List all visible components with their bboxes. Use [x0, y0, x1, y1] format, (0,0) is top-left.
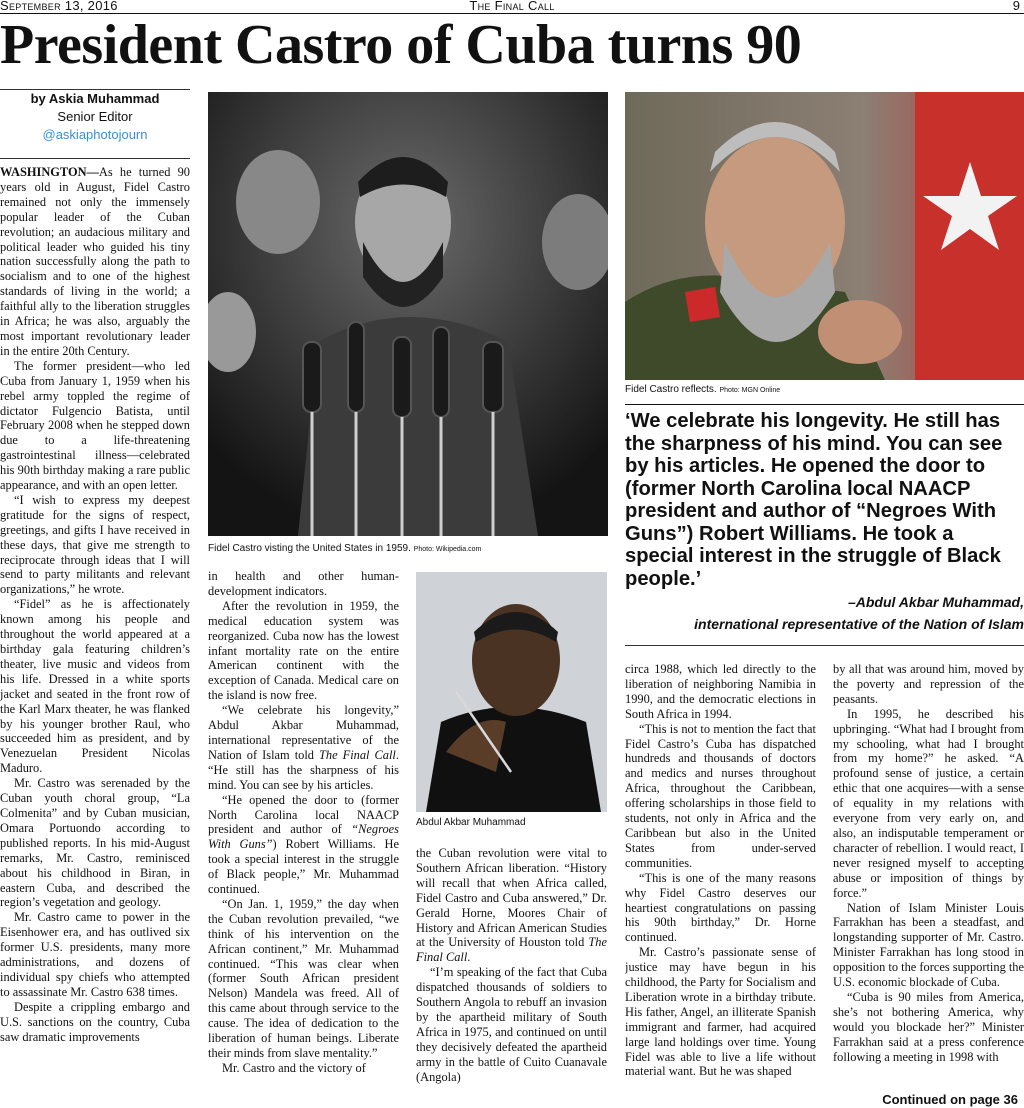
paragraph: “On Jan. 1, 1959,” the day when the Cuban revolution prevailed, “we think of his intervention on the African continent,” Mr. Muhammad continued. “This was clear when (former South African president Nelson) Mandela was freed. All of this came about through service to the cause. The idea of dedication to the liberation of human beings. Liberate their minds from slave mentality.” [208, 896, 399, 1060]
article-column-3 [416, 846, 607, 1108]
byline-rule-bottom [0, 158, 190, 159]
paragraph: Despite a crippling embargo and U.S. sanctions on the country, Cuba saw dramatic improvements [0, 999, 190, 1044]
paragraph: Mr. Castro and the victory of [222, 1060, 366, 1075]
paragraph: “Cuba is 90 miles from America, she’s not bothering America, why would you blockade her?” Minister Farrakhan said at a press conference following a meeting in 1998 with [833, 989, 1024, 1064]
article-column-2 [208, 569, 399, 1108]
paragraph: circa 1988, which led directly to the liberation of neighboring Namibia in 1990, and the democratic elections in South Africa in 1994. [625, 662, 816, 721]
byline [0, 90, 190, 144]
paper-name: The Final Call [469, 0, 555, 13]
article-column-1 [0, 165, 190, 1105]
paragraph: The former president—who led Cuba from January 1, 1959 when his rebel army toppled the regime of dictator Fulgencio Batista, until February 2008 when he stepped down due to a life-threatening gastrointestinal illness—celebrated his 90th birthday making a rare public appearance, and with an open letter. [0, 358, 190, 493]
abdul-akbar-caption: Abdul Akbar Muhammad [416, 817, 526, 828]
paragraph: As he turned 90 years old in August, Fidel Castro remained not only the immensely popular leader of the Cuban revolution; an audacious military and political leader who guided his tiny nation successfully along the path to socialism and to one of the highest standards of living in the world; a faithful ally to the liberation struggles in Africa; he was also, arguably the most important revolutionary leader in the entire 20th Century. [0, 165, 190, 358]
paragraph: “This is not to mention the fact that Fidel Castro’s Cuba has dispatched hundreds and thousands of doctors and medics and nurses throughout Africa, throughout the Caribbean, offering scholarships in those field to students, not only in Africa and the Caribbean but also in the United States from under-served communities. [625, 721, 816, 870]
article-column-5 [833, 662, 1024, 1094]
castro-portrait-photo-art [625, 92, 1024, 380]
pullquote-rule-top [625, 404, 1024, 405]
abdul-akbar-photo-art [416, 572, 607, 812]
castro-1959-photo-art [208, 92, 608, 536]
paragraph: “I wish to express my deepest gratitude for the signs of respect, greetings, and gifts I have received in these days, that give me strength to reciprocate through ideas that I will send to party militants and relevant organizations,” he wrote. [0, 492, 190, 597]
castro-1959-caption [208, 543, 608, 556]
castro-1959-photo [208, 92, 608, 536]
paragraph: Mr. Castro came to power in the Eisenhower era, and has outlived six former U.S. presidents, many more administrations, and dozens of individual spy chiefs who attempted to assassinate Mr. Castro 638 times. [0, 910, 190, 999]
paragraph: Mr. Castro was serenaded by the Cuban youth choral group, “La Colmenita” and by Cuban musician, Omara Portuondo according to published reports. In his mid-August remarks, Mr. Castro, reminisced about his childhood in Biran, in eastern Cuba, and described the region’s vegetation and geology. [0, 776, 190, 910]
photo-credit: Photo: MGN Online [719, 387, 781, 394]
byline-author: by Askia Muhammad [30, 91, 160, 106]
paragraph: “Fidel” as he is affectionately known among his people and throughout the world appeared at a birthday gala featuring children’s theater, live music and videos from his life. Dressed in a white sports jacket and seated in the front row of the Karl Marx theater, he was flanked by his younger brother Raul, who succeeded him as president, and by Venezuelan President Nicolas Maduro. [0, 597, 190, 776]
continued-on-page[interactable]: Continued on page 36 [882, 1092, 1018, 1107]
castro-portrait-photo [625, 92, 1024, 380]
pullquote-rule-bottom [625, 645, 1024, 646]
paragraph: Mr. Castro’s passionate sense of justice may have begun in his childhood, the Party for Socialism and Liberation wrote in a birthday tribute. His father, Angel, an illiterate Spanish immigrant and farmer, had acquired large land holdings over time. Young Fidel was able to live a life without material want. But he was shaped [625, 945, 816, 1079]
abdul-akbar-muhammad-photo [416, 572, 607, 812]
headline: President Castro of Cuba turns 90 [0, 14, 802, 76]
paragraph: “This is one of the many reasons why Fidel Castro deserves our heartiest congratulations on passing his 90th birthday,” Dr. Horne continued. [625, 870, 816, 945]
byline-title: Senior Editor [57, 109, 133, 124]
paragraph: in health and other human-development indicators. [208, 569, 399, 598]
paragraph: “He opened the door to (former North Carolina local NAACP president and author of “Negroes With Guns”) Robert Williams. He took a special interest in the struggle of Black people,” Mr. Muhammad continued. [208, 792, 399, 897]
issue-date: September 13, 2016 [0, 0, 118, 13]
byline-handle[interactable]: @askiaphotojourn [42, 127, 148, 142]
paragraph: the Cuban revolution were vital to Southern African liberation. “History will recall that when Africa called, Fidel Castro and Cuba answered,” Dr. Gerald Horne, Moores Chair of History and African American Studies at the University of Houston told The Final Call. [416, 846, 607, 965]
pullquote-attribution-name: –Abdul Akbar Muhammad, [847, 594, 1024, 610]
pullquote: ‘We celebrate his longevity. He still has the sharpness of his mind. You can see by his articles. He opened the door to (former North Carolina local NAACP president and author of “Negroes With Guns”) Robert Williams. He took a special interest in the struggle of Black people.’ [625, 410, 1003, 590]
caption-text: Fidel Castro reflects. [625, 384, 717, 395]
paragraph: In 1995, he described his upbringing. “What had I brought from my schooling, what had I brought from my home?” he asked. “A profound sense of justice, a certain ethic that one acquires—with a sense of equality in my relations with everyone from very early on, and also, an indisputable temperament or character of rebellion. I would react, I never resigned myself to accepting abuse or imposition of things by force.” [833, 706, 1024, 900]
paragraph: After the revolution in 1959, the medical education system was reorganized. Cuba now has the lowest infant mortality rate on the entire American continent with the exception of Canada. Medical care on the island is now free. [208, 598, 399, 703]
caption-text: Fidel Castro visting the United States in 1959. [208, 543, 411, 554]
article-column-4 [625, 662, 816, 1108]
dateline: WASHINGTON— [0, 165, 99, 179]
photo-credit: Photo: Wikipedia.com [413, 546, 482, 553]
paragraph: by all that was around him, moved by the poverty and repression of the peasants. [833, 662, 1024, 706]
pullquote-attribution-title: international representative of the Nation of Islam [694, 616, 1024, 632]
paragraph: “We celebrate his longevity,” Abdul Akbar Muhammad, international representative of the Nation of Islam told The Final Call. “He still has the sharpness of his mind. You can see by his articles. [208, 703, 399, 792]
paragraph: “I’m speaking of the fact that Cuba dispatched thousands of soldiers to Southern Angola to rebuff an invasion by the apartheid military of South Africa in 1975, and continued on until they decisively defeated the apartheid army in the battle of Cuito Cuanavale (Angola) [416, 965, 607, 1084]
castro-portrait-caption [625, 384, 1024, 397]
paragraph: Nation of Islam Minister Louis Farrakhan has been a steadfast, and longstanding supporter of Mr. Castro. Minister Farrakhan has long stood in opposition to the forces supporting the U.S. economic blockade of Cuba. [833, 900, 1024, 990]
page-number: 9 [1012, 0, 1020, 13]
